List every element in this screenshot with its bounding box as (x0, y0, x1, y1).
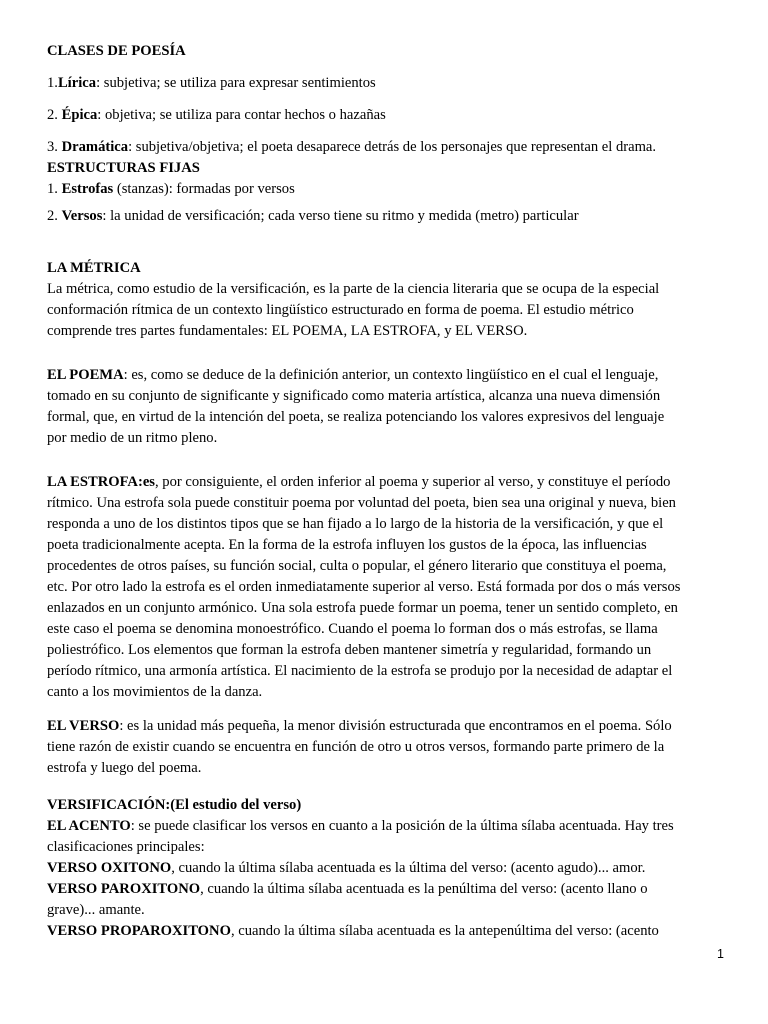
title-text: CLASES DE POESÍA (47, 43, 186, 59)
paragraph-line: período rítmico, una armonía artística. El nacimiento de la estrofa se produjo por la necesidad de adaptar el (47, 663, 673, 679)
poema-term: EL POEMA (47, 367, 124, 383)
paragraph-line: por medio de un ritmo pleno. (47, 430, 218, 446)
acento-line (47, 816, 727, 837)
clase-number: 2. (47, 107, 62, 123)
paragraph-line: este caso el poema se denomina monoestrófico. Cuando el poema lo forman dos o más estrofas, se llama (47, 621, 658, 637)
versificacion-section (47, 795, 727, 942)
paragraph-line: conformación rítmica de un contexto lingüístico estructurado en forma de poema. El estudio métrico (47, 302, 634, 318)
clase-number: 1. (47, 75, 58, 91)
clase-description: : subjetiva/objetiva; el poeta desaparece detrás de los personajes que representan el drama. (128, 139, 657, 155)
clase-term: Lírica (57, 75, 97, 91)
estructura-description: (stanzas): formadas por versos (113, 181, 295, 197)
verso-section (47, 716, 727, 779)
proparoxitono-description: , cuando la última sílaba acentuada es la antepenúltima del verso: (acento (230, 923, 659, 939)
paragraph-line: rítmico. Una estrofa sola puede constituir poema por voluntad del poeta, bien sea una original y nueva, bien (47, 495, 676, 511)
oxitono-term: VERSO OXITONO (47, 860, 172, 876)
estructura-term: Versos (61, 208, 103, 224)
estructura-number: 2. (47, 208, 62, 224)
estructura-versos (47, 206, 727, 227)
paragraph-line: grave)... amante. (47, 902, 145, 918)
paragraph-line: enlazados en un conjunto armónico. Una sola estrofa puede formar un poema, tener un sentido completo, en (47, 600, 678, 616)
paroxitono-description: , cuando la última sílaba acentuada es la penúltima del verso: (acento llano o (200, 881, 648, 897)
poema-section (47, 365, 727, 449)
paragraph-line: poliestrófico. Los elementos que forman la estrofa deben mantener simetría y regularidad, formando un (47, 642, 652, 658)
estructura-description: : la unidad de versificación; cada verso tiene su ritmo y medida (metro) particular (102, 208, 579, 224)
acento-description: : se puede clasificar los versos en cuanto a la posición de la última sílaba acentuada. Hay tres (130, 818, 674, 834)
verso-term: EL VERSO (47, 718, 120, 734)
oxitono-description: , cuando la última sílaba acentuada es la última del verso: (acento agudo)... amor. (171, 860, 646, 876)
paragraph-line: formal, que, en virtud de la intención del poeta, se realiza potenciando los valores expresivos del lenguaje (47, 409, 665, 425)
clase-term: Dramática (61, 139, 129, 155)
paragraph-line: etc. Por otro lado la estrofa es el orden inmediatamente superior al verso. Está formada por dos o más versos (47, 579, 681, 595)
estrofa-section (47, 472, 727, 703)
paragraph-line: comprende tres partes fundamentales: EL POEMA, LA ESTROFA, y EL VERSO. (47, 323, 528, 339)
estructuras-heading: ESTRUCTURAS FIJAS (47, 160, 200, 176)
page-title (47, 41, 727, 62)
paragraph-line: tomado en su conjunto de significante y significado como materia artística, alcanza una nueva dimensión (47, 388, 661, 404)
acento-term: EL ACENTO (47, 818, 131, 834)
clase-term: Épica (61, 107, 98, 123)
paragraph-line: clasificaciones principales: (47, 839, 205, 855)
metrica-heading: LA MÉTRICA (47, 260, 141, 276)
paragraph-line: , por consiguiente, el orden inferior al poema y superior al verso, y constituye el período (154, 474, 671, 490)
paroxitono-line (47, 879, 727, 900)
oxitono-line (47, 858, 727, 879)
estructura-number: 1. (47, 181, 62, 197)
metrica-section (47, 258, 727, 342)
versificacion-heading: VERSIFICACIÓN:(El estudio del verso) (47, 797, 302, 813)
clase-description: : objetiva; se utiliza para contar hechos o hazañas (97, 107, 386, 123)
clase-description: : subjetiva; se utiliza para expresar sentimientos (96, 75, 376, 91)
paragraph-line: : es la unidad más pequeña, la menor división estructurada que encontramos en el poema. Sólo (119, 718, 672, 734)
estructura-estrofas (47, 179, 727, 200)
paragraph-line: tiene razón de existir cuando se encuentra en función de otro u otros versos, formando parte primero de la (47, 739, 665, 755)
paragraph-line: poeta tradicionalmente acepta. En la forma de la estrofa influyen los gustos de la época, las influencias (47, 537, 647, 553)
clase-epica (47, 105, 727, 126)
page-number: 1 (717, 947, 724, 961)
estrofa-term: LA ESTROFA:es (47, 474, 155, 490)
paragraph-line: responda a uno de los distintos tipos que se han fijado a lo largo de la historia de la versificación, y que el (47, 516, 664, 532)
proparoxitono-term: VERSO PROPAROXITONO (47, 923, 231, 939)
proparoxitono-line (47, 921, 727, 942)
clase-number: 3. (47, 139, 62, 155)
paragraph-line: procedentes de otros países, su función social, culta o popular, el género literario que constituya el poema, (47, 558, 667, 574)
paroxitono-term: VERSO PAROXITONO (47, 881, 201, 897)
paragraph-line: canto a los movimientos de la danza. (47, 684, 263, 700)
estructura-term: Estrofas (61, 181, 114, 197)
clase-dramatica (47, 137, 727, 200)
clase-lirica (47, 73, 727, 94)
paragraph-line: La métrica, como estudio de la versificación, es la parte de la ciencia literaria que se ocupa de la especial (47, 281, 660, 297)
paragraph-line: estrofa y luego del poema. (47, 760, 202, 776)
paragraph-line: : es, como se deduce de la definición anterior, un contexto lingüístico en el cual el lenguaje, (123, 367, 659, 383)
